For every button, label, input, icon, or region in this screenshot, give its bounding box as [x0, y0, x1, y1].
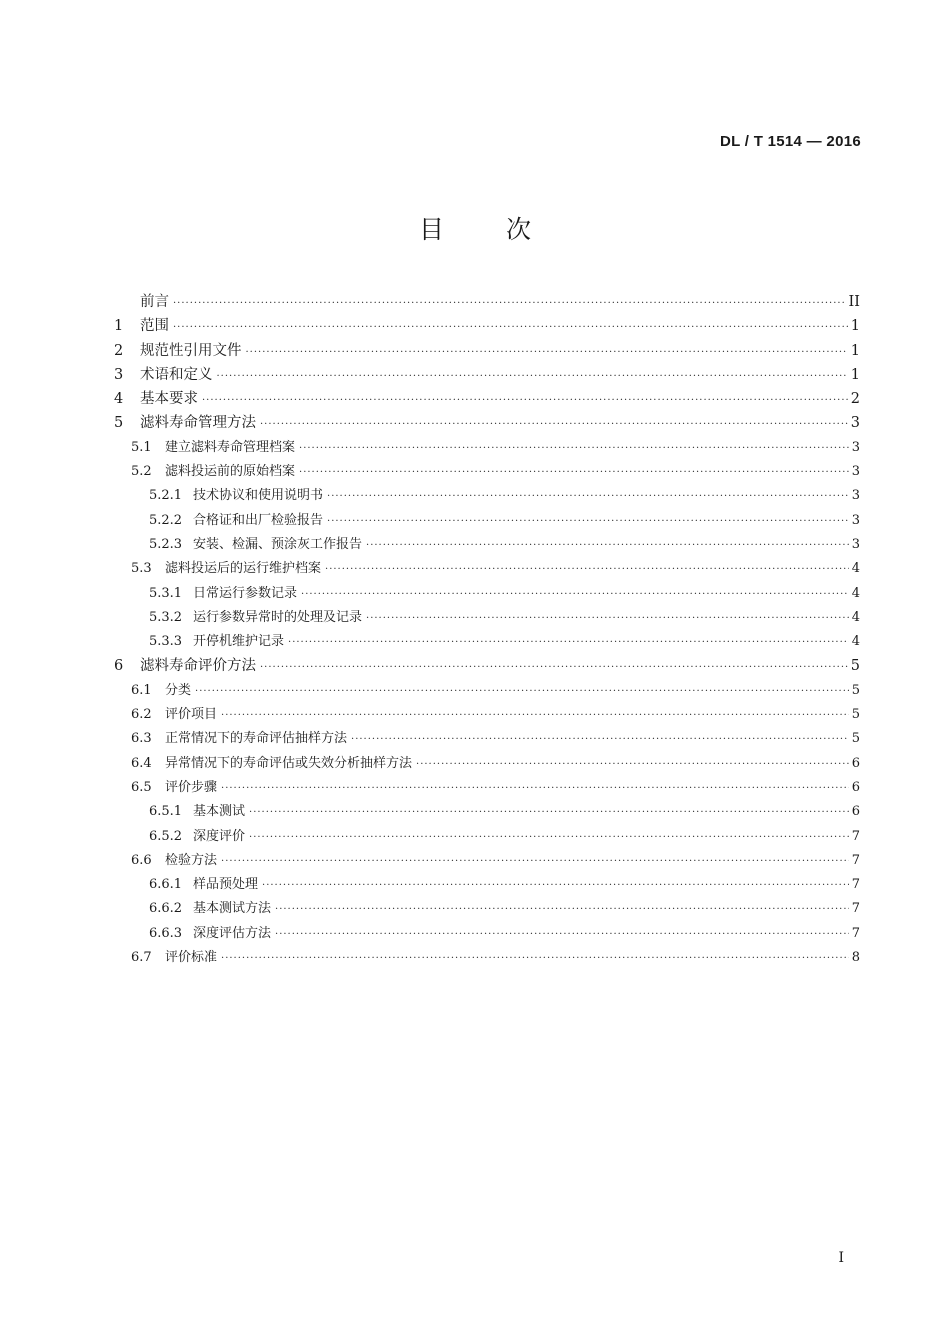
toc-dot-leader — [288, 637, 849, 648]
toc-entry-label: 前言 — [140, 294, 169, 310]
toc-entry-label: 异常情况下的寿命评估或失效分析抽样方法 — [165, 755, 413, 771]
toc-entry-number: 6 — [114, 658, 124, 675]
toc-entry-page: 1 — [850, 366, 860, 383]
toc-entry-page: 4 — [851, 634, 860, 650]
toc-entry-number: 5.3.1 — [149, 585, 183, 601]
toc-entry-page: 5 — [850, 658, 860, 675]
toc-entry[interactable] — [114, 557, 860, 581]
toc-entry[interactable] — [114, 703, 860, 727]
toc-entry-page: 7 — [851, 852, 860, 868]
toc-entry-page: 2 — [850, 391, 860, 408]
toc-dot-leader — [262, 880, 849, 891]
toc-entry-page: 7 — [851, 925, 860, 941]
toc-title: 目次 — [418, 215, 593, 244]
toc-dot-leader — [366, 613, 849, 624]
toc-entry-page: 1 — [850, 342, 860, 359]
toc-entry[interactable] — [114, 752, 860, 776]
toc-entry-label: 基本测试方法 — [193, 901, 272, 917]
toc-entry-number: 5.3.2 — [149, 609, 183, 625]
toc-entry-number: 6.6.2 — [149, 901, 183, 917]
toc-dot-leader — [260, 662, 848, 673]
toc-dot-leader — [327, 516, 849, 527]
toc-entry-number: 6.2 — [131, 707, 152, 723]
toc-entry-page: 3 — [851, 536, 860, 552]
toc-entry-label: 基本要求 — [140, 391, 198, 408]
toc-entry-page: 7 — [851, 877, 860, 893]
toc-entry[interactable] — [114, 630, 860, 654]
toc-entry[interactable] — [114, 776, 860, 800]
toc-entry-page: 4 — [851, 609, 860, 625]
toc-entry[interactable] — [114, 800, 860, 824]
toc-entry-label: 评价步骤 — [165, 779, 218, 795]
toc-entry-number: 6.6.1 — [149, 877, 183, 893]
toc-entry[interactable] — [114, 849, 860, 873]
toc-dot-leader — [351, 734, 849, 745]
toc-entry[interactable] — [114, 582, 860, 606]
toc-entry-number: 5.2.3 — [149, 536, 183, 552]
toc-dot-leader — [275, 929, 849, 940]
toc-entry-page: 5 — [851, 707, 860, 723]
toc-entry-number: 3 — [114, 366, 124, 383]
toc-dot-leader — [249, 832, 849, 843]
toc-entry-label: 开停机维护记录 — [193, 634, 285, 650]
document-code: DL / T 1514 — 2016 — [719, 133, 861, 150]
toc-dot-leader — [221, 783, 849, 794]
toc-entry-number: 4 — [114, 391, 124, 408]
toc-entry-page: 4 — [851, 585, 860, 601]
toc-entry-number: 6.6 — [131, 852, 152, 868]
toc-dot-leader — [327, 491, 849, 502]
toc-dot-leader — [202, 395, 848, 406]
table-of-contents — [114, 290, 860, 970]
toc-entry-page: 6 — [851, 755, 860, 771]
toc-entry[interactable] — [114, 387, 860, 411]
toc-entry-label: 基本测试 — [193, 804, 246, 820]
toc-entry[interactable] — [114, 290, 860, 314]
toc-entry[interactable] — [114, 484, 860, 508]
toc-entry-number: 5 — [114, 415, 124, 432]
toc-entry-page: 7 — [851, 901, 860, 917]
toc-entry-label: 合格证和出厂检验报告 — [193, 512, 324, 528]
toc-entry-page: 4 — [851, 561, 860, 577]
toc-entry[interactable] — [114, 460, 860, 484]
toc-entry[interactable] — [114, 314, 860, 338]
toc-entry-number: 6.6.3 — [149, 925, 183, 941]
toc-entry-label: 分类 — [165, 682, 192, 698]
toc-entry-label: 规范性引用文件 — [140, 342, 242, 359]
toc-entry-number: 6.5.2 — [149, 828, 183, 844]
toc-entry-label: 滤料寿命管理方法 — [140, 415, 256, 432]
toc-entry-label: 日常运行参数记录 — [193, 585, 298, 601]
toc-entry-page: 3 — [851, 439, 860, 455]
toc-dot-leader — [249, 807, 849, 818]
toc-entry-label: 滤料投运后的运行维护档案 — [165, 561, 322, 577]
toc-dot-leader — [366, 540, 849, 551]
toc-entry-page: 3 — [850, 415, 860, 432]
toc-entry-page: 6 — [851, 804, 860, 820]
toc-entry-page: II — [848, 294, 860, 310]
toc-entry[interactable] — [114, 509, 860, 533]
toc-dot-leader — [325, 564, 849, 575]
toc-entry-number: 6.7 — [131, 950, 152, 966]
toc-dot-leader — [246, 347, 848, 358]
toc-entry-label: 安装、检漏、预涂灰工作报告 — [193, 536, 363, 552]
toc-entry-label: 评价项目 — [165, 707, 218, 723]
toc-entry-page: 5 — [851, 682, 860, 698]
toc-entry-label: 运行参数异常时的处理及记录 — [193, 609, 363, 625]
toc-entry-page: 5 — [851, 731, 860, 747]
toc-entry[interactable] — [114, 727, 860, 751]
toc-dot-leader — [299, 443, 849, 454]
toc-entry-page: 3 — [851, 464, 860, 480]
toc-entry-page: 7 — [851, 828, 860, 844]
toc-dot-leader — [301, 589, 849, 600]
toc-entry[interactable] — [114, 922, 860, 946]
toc-entry[interactable] — [114, 873, 860, 897]
toc-entry-label: 检验方法 — [165, 852, 218, 868]
toc-entry-page: 3 — [851, 488, 860, 504]
toc-entry[interactable] — [114, 606, 860, 630]
toc-entry[interactable] — [114, 654, 860, 678]
toc-entry-label: 滤料寿命评价方法 — [140, 658, 256, 675]
toc-entry-number: 2 — [114, 342, 124, 359]
toc-entry[interactable] — [114, 363, 860, 387]
toc-entry-number: 6.5 — [131, 779, 152, 795]
toc-entry-page: 3 — [851, 512, 860, 528]
toc-dot-leader — [260, 419, 848, 430]
toc-entry-number: 6.4 — [131, 755, 152, 771]
toc-entry-label: 深度评估方法 — [193, 925, 272, 941]
toc-entry-number: 6.3 — [131, 731, 152, 747]
toc-entry-label: 术语和定义 — [140, 366, 213, 383]
toc-dot-leader — [195, 686, 849, 697]
toc-entry-number: 5.2.1 — [149, 488, 183, 504]
toc-dot-leader — [217, 371, 848, 382]
toc-dot-leader — [173, 322, 848, 333]
toc-dot-leader — [221, 710, 849, 721]
toc-entry-number: 5.2 — [131, 464, 152, 480]
toc-dot-leader — [221, 953, 849, 964]
toc-entry[interactable] — [114, 533, 860, 557]
toc-entry[interactable] — [114, 946, 860, 970]
toc-entry-label: 深度评价 — [193, 828, 246, 844]
toc-entry-number: 6.1 — [131, 682, 152, 698]
toc-dot-leader — [221, 856, 849, 867]
toc-entry[interactable] — [114, 825, 860, 849]
toc-entry[interactable] — [114, 411, 860, 435]
toc-entry[interactable] — [114, 339, 860, 363]
toc-entry-number: 5.1 — [131, 439, 152, 455]
toc-dot-leader — [416, 759, 849, 770]
toc-entry-number: 6.5.1 — [149, 804, 183, 820]
toc-entry-page: 8 — [851, 950, 860, 966]
toc-entry-number: 1 — [114, 318, 124, 335]
toc-entry-number: 5.2.2 — [149, 512, 183, 528]
toc-entry-label: 样品预处理 — [193, 877, 259, 893]
toc-entry-label: 技术协议和使用说明书 — [193, 488, 324, 504]
toc-entry-number: 5.3 — [131, 561, 152, 577]
toc-entry[interactable] — [114, 897, 860, 921]
toc-dot-leader — [173, 298, 846, 309]
toc-entry[interactable] — [114, 679, 860, 703]
toc-dot-leader — [299, 467, 849, 478]
toc-entry-label: 建立滤料寿命管理档案 — [165, 439, 296, 455]
toc-entry-label: 范围 — [140, 318, 169, 335]
toc-entry-label: 滤料投运前的原始档案 — [165, 464, 296, 480]
toc-entry-label: 正常情况下的寿命评估抽样方法 — [165, 731, 348, 747]
page-folio: I — [838, 1250, 844, 1266]
toc-entry[interactable] — [114, 436, 860, 460]
toc-entry-label: 评价标准 — [165, 950, 218, 966]
toc-entry-page: 6 — [851, 779, 860, 795]
toc-entry-number: 5.3.3 — [149, 634, 183, 650]
toc-entry-page: 1 — [850, 318, 860, 335]
toc-dot-leader — [275, 904, 849, 915]
